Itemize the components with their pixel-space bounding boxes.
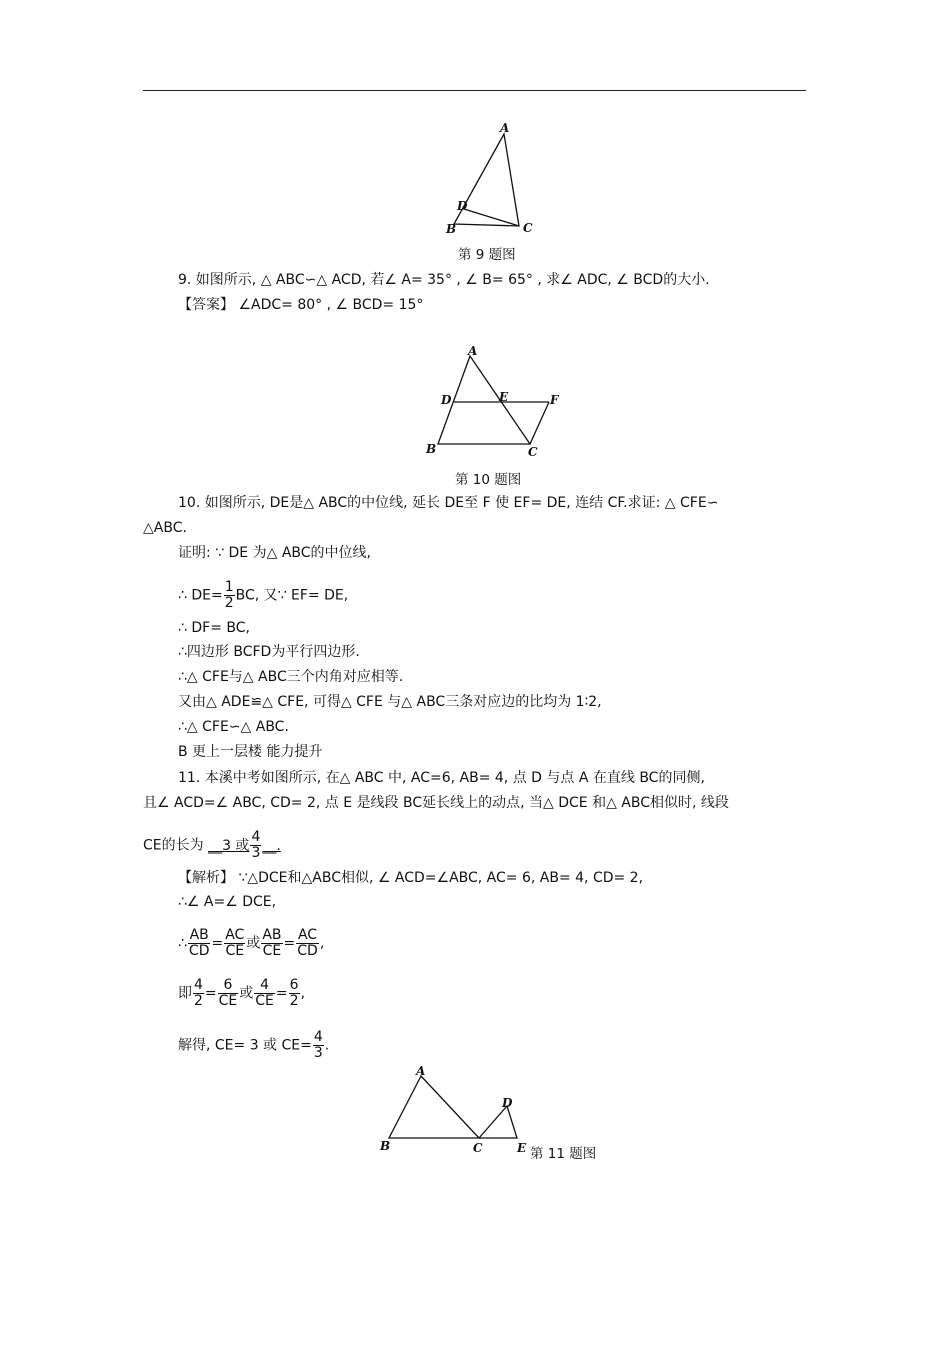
fig11-label-b: B	[380, 1139, 391, 1153]
fraction: $\frac{4}{CE}$	[255, 977, 274, 1009]
q10-proof-5: ∴△ CFE与△ ABC三个内角对应相等.	[178, 669, 404, 685]
q10-proof-4: ∴四边形 BCFD为平行四边形.	[178, 644, 360, 660]
figure-11	[375, 1062, 535, 1158]
fig10-label-c: C	[528, 445, 538, 459]
fig9-caption: 第 9 题图	[458, 247, 516, 263]
figure-10	[418, 343, 568, 463]
fig9-label-b: B	[446, 222, 457, 236]
fraction-four-thirds: $\frac{4}{3}$	[313, 1029, 323, 1061]
fig10-label-b: B	[426, 442, 437, 456]
fig9-label-a: A	[500, 121, 510, 135]
q10-proof-7: ∴△ CFE∽△ ABC.	[178, 719, 289, 735]
q11-analysis-3: ∴ $\frac{AB}{CD}$ = $\frac{AC}{CE}$ 或 $\frac{AB}{CE}$ = $\frac{AC}{CD}$ ,	[178, 927, 325, 959]
q10-proof-3: ∴ DF= BC,	[178, 620, 250, 636]
q11-question-line3: CE的长为 __3 或 $\frac{4}{3}$ __.	[143, 829, 281, 861]
section-heading: B 更上一层楼 能力提升	[178, 744, 323, 760]
answer-blank: __3 或 $\frac{4}{3}$ __.	[208, 829, 281, 861]
fig10-label-e: E	[499, 390, 509, 404]
q10-proof-1: 证明: ∵ DE 为△ ABC的中位线,	[178, 545, 371, 561]
fig11-label-e: E	[517, 1141, 527, 1155]
q11-analysis-2: ∴∠ A=∠ DCE,	[178, 894, 277, 910]
q11-question-line2: 且∠ ACD=∠ ABC, CD= 2, 点 E 是线段 BC延长线上的动点, 当△ DCE 和△ ABC相似时, 线段	[143, 795, 729, 811]
q11-analysis-5: 解得, CE= 3 或 CE= $\frac{4}{3}$ .	[178, 1029, 330, 1061]
fig10-label-f: F	[550, 393, 559, 407]
fraction: $\frac{AC}{CE}$	[225, 927, 245, 959]
fraction: $\frac{6}{CE}$	[218, 977, 238, 1009]
fraction-four-thirds: $\frac{4}{3}$	[251, 829, 261, 861]
fraction: $\frac{AC}{CD}$	[297, 927, 318, 959]
q10-proof-6: 又由△ ADE≌△ CFE, 可得△ CFE 与△ ABC三条对应边的比均为 1∶2,	[178, 694, 602, 710]
q11-analysis-1: 【解析】 ∵△DCE和△ABC相似, ∠ ACD=∠ABC, AC= 6, AB= 4, CD= 2,	[178, 870, 644, 886]
fig10-label-a: A	[468, 344, 478, 358]
q10-question-line2: △ABC.	[143, 520, 187, 536]
fraction: $\frac{4}{2}$	[194, 977, 203, 1009]
q10-question-line1: 10. 如图所示, DE是△ ABC的中位线, 延长 DE至 F 使 EF= DE, 连结 CF.求证: △ CFE∽	[178, 495, 719, 511]
fig11-label-d: D	[502, 1096, 513, 1110]
q9-answer: 【答案】 ∠ADC= 80° , ∠ BCD= 15°	[178, 297, 424, 313]
fraction: $\frac{AB}{CD}$	[188, 927, 210, 959]
q11-analysis-4: 即 $\frac{4}{2}$ = $\frac{6}{CE}$ 或 $\frac{4}{CE}$ = $\frac{6}{2}$ ,	[178, 977, 306, 1009]
fraction-one-half: $\frac{1}{2}$	[224, 579, 234, 611]
fig9-label-d: D	[457, 199, 468, 213]
q10-proof-2: ∴ DE= $\frac{1}{2}$ BC, 又∵ EF= DE,	[178, 579, 349, 611]
fraction: $\frac{AB}{CE}$	[262, 927, 282, 959]
fig11-label-a: A	[416, 1064, 426, 1078]
figure-9	[440, 120, 540, 240]
fraction: $\frac{6}{2}$	[289, 977, 299, 1009]
fig11-label-c: C	[473, 1141, 483, 1155]
fig11-caption: 第 11 题图	[530, 1146, 597, 1162]
q9-question: 9. 如图所示, △ ABC∽△ ACD, 若∠ A= 35° , ∠ B= 65° , 求∠ ADC, ∠ BCD的大小.	[178, 272, 710, 288]
fig9-label-c: C	[523, 221, 533, 235]
fig10-label-d: D	[441, 393, 452, 407]
q11-question-line1: 11. 本溪中考如图所示, 在△ ABC 中, AC=6, AB= 4, 点 D 与点 A 在直线 BC的同侧,	[178, 770, 705, 786]
header-rule	[143, 90, 806, 91]
fig10-caption: 第 10 题图	[455, 472, 522, 488]
